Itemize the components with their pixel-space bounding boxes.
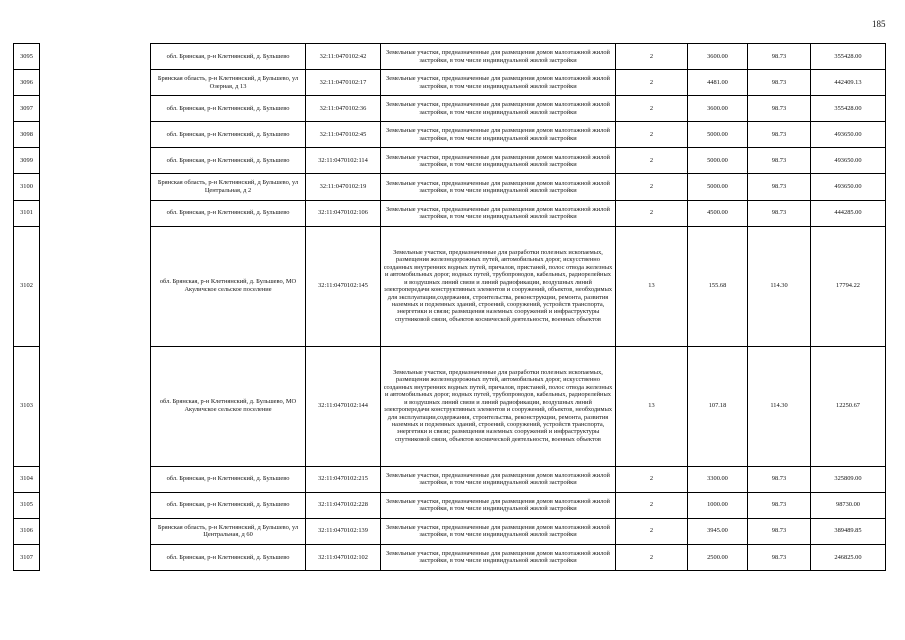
cell-land-use: Земельные участки, предназначенные для размещения домов малоэтажной жилой застройки, в том числе индивидуальной жилой застройки — [381, 122, 616, 148]
cell-address: обл. Брянская, р-н Клетнянский, д. Бульшево — [151, 122, 306, 148]
cell-value: 444285.00 — [811, 200, 886, 226]
cell-num: 3096 — [14, 70, 40, 96]
spacer-cell — [40, 174, 151, 200]
cell-cadastral: 32:11:0470102:36 — [306, 96, 381, 122]
cell-area: 5000.00 — [688, 174, 748, 200]
cell-num: 3104 — [14, 466, 40, 492]
cell-cadastral: 32:11:0470102:17 — [306, 70, 381, 96]
cell-value: 442409.13 — [811, 70, 886, 96]
cell-area: 4481.00 — [688, 70, 748, 96]
cell-value: 389489.85 — [811, 518, 886, 544]
cell-area: 5000.00 — [688, 122, 748, 148]
cell-address: обл. Брянская, р-н Клетнянский, д. Бульшево — [151, 544, 306, 570]
cell-cadastral: 32:11:0470102:144 — [306, 346, 381, 466]
cell-area: 107.18 — [688, 346, 748, 466]
cell-rate: 98.73 — [748, 174, 811, 200]
cell-rate: 98.73 — [748, 544, 811, 570]
cell-cadastral: 32:11:0470102:114 — [306, 148, 381, 174]
cell-num: 3099 — [14, 148, 40, 174]
table-row — [14, 226, 886, 346]
spacer-cell — [40, 96, 151, 122]
cell-value: 98730.00 — [811, 492, 886, 518]
cell-rate: 98.73 — [748, 492, 811, 518]
table-body — [14, 44, 886, 571]
cell-land-use: Земельные участки, предназначенные для разработки полезных ископаемых, размещения железнодорожных путей, автомобильных дорог, искусственно созданных внутренних водных путей, причалов, пристаней, полос отвода железных и автомобильных дорог, водных путей, трубопроводов, кабельных, радиорелейных и воздушных линий связи и линий радиофикации, воздушных линий электропередачи конструктивных элементов и сооружений, объектов, необходимых для эксплуатации,содержания, строительства, реконструкции, ремонта, развития наземных и подземных зданий, строений, сооружений, устройств транспорта, энергетики и связи; размещения наземных сооружений и инфраструктуры спутниковой связи, объектов космической деятельности, военных объектов — [381, 346, 616, 466]
cell-cadastral: 32:11:0470102:215 — [306, 466, 381, 492]
cell-land-use: Земельные участки, предназначенные для размещения домов малоэтажной жилой застройки, в том числе индивидуальной жилой застройки — [381, 96, 616, 122]
cell-value: 17794.22 — [811, 226, 886, 346]
cell-area: 4500.00 — [688, 200, 748, 226]
cell-land-use: Земельные участки, предназначенные для размещения домов малоэтажной жилой застройки, в том числе индивидуальной жилой застройки — [381, 544, 616, 570]
table-row — [14, 174, 886, 200]
cell-cadastral: 32:11:0470102:45 — [306, 122, 381, 148]
cell-group: 2 — [616, 96, 688, 122]
cell-rate: 98.73 — [748, 148, 811, 174]
cell-value: 493650.00 — [811, 122, 886, 148]
cell-land-use: Земельные участки, предназначенные для размещения домов малоэтажной жилой застройки, в том числе индивидуальной жилой застройки — [381, 70, 616, 96]
cell-group: 2 — [616, 174, 688, 200]
cell-cadastral: 32:11:0470102:19 — [306, 174, 381, 200]
cell-cadastral: 32:11:0470102:106 — [306, 200, 381, 226]
table-row — [14, 518, 886, 544]
table-row — [14, 492, 886, 518]
cell-num: 3101 — [14, 200, 40, 226]
cell-value: 246825.00 — [811, 544, 886, 570]
cell-num: 3106 — [14, 518, 40, 544]
cell-group: 2 — [616, 44, 688, 70]
cell-cadastral: 32:11:0470102:145 — [306, 226, 381, 346]
cell-area: 1000.00 — [688, 492, 748, 518]
spacer-cell — [40, 200, 151, 226]
cell-area: 5000.00 — [688, 148, 748, 174]
cell-rate: 98.73 — [748, 96, 811, 122]
cell-address: Брянская область, р-н Клетнянский, д Бульшево, ул Центральная, д 2 — [151, 174, 306, 200]
table-row — [14, 466, 886, 492]
cell-area: 3945.00 — [688, 518, 748, 544]
cell-num: 3098 — [14, 122, 40, 148]
cell-land-use: Земельные участки, предназначенные для разработки полезных ископаемых, размещения железнодорожных путей, автомобильных дорог, искусственно созданных внутренних водных путей, причалов, пристаней, полос отвода железных и автомобильных дорог, водных путей, трубопроводов, кабельных, радиорелейных и воздушных линий связи и линий радиофикации, воздушных линий электропередачи конструктивных элементов и сооружений, объектов, необходимых для эксплуатации,содержания, строительства, реконструкции, ремонта, развития наземных и подземных зданий, строений, сооружений, устройств транспорта, энергетики и связи; размещения наземных сооружений и инфраструктуры спутниковой связи, объектов космической деятельности, военных объектов — [381, 226, 616, 346]
page-number: 185 — [872, 19, 886, 29]
cell-address: обл. Брянская, р-н Клетнянский, д. Бульшево — [151, 466, 306, 492]
cell-cadastral: 32:11:0470102:42 — [306, 44, 381, 70]
cell-num: 3100 — [14, 174, 40, 200]
cell-address: обл. Брянская, р-н Клетнянский, д. Бульшево, МО Акуличское сельское поселение — [151, 226, 306, 346]
spacer-cell — [40, 122, 151, 148]
cell-value: 325809.00 — [811, 466, 886, 492]
cell-land-use: Земельные участки, предназначенные для размещения домов малоэтажной жилой застройки, в том числе индивидуальной жилой застройки — [381, 518, 616, 544]
cell-value: 355428.00 — [811, 96, 886, 122]
spacer-cell — [40, 70, 151, 96]
spacer-cell — [40, 518, 151, 544]
spacer-cell — [40, 226, 151, 346]
cell-rate: 98.73 — [748, 518, 811, 544]
cell-group: 2 — [616, 492, 688, 518]
cell-group: 2 — [616, 148, 688, 174]
cell-rate: 98.73 — [748, 70, 811, 96]
cell-address: Брянская область, р-н Клетнянский, д Бульшево, ул Центральная, д 60 — [151, 518, 306, 544]
cell-land-use: Земельные участки, предназначенные для размещения домов малоэтажной жилой застройки, в том числе индивидуальной жилой застройки — [381, 492, 616, 518]
spacer-cell — [40, 466, 151, 492]
cell-area: 3300.00 — [688, 466, 748, 492]
cell-num: 3095 — [14, 44, 40, 70]
cell-group: 2 — [616, 70, 688, 96]
cell-land-use: Земельные участки, предназначенные для размещения домов малоэтажной жилой застройки, в том числе индивидуальной жилой застройки — [381, 200, 616, 226]
cell-rate: 114.30 — [748, 226, 811, 346]
cell-area: 3600.00 — [688, 96, 748, 122]
cell-num: 3103 — [14, 346, 40, 466]
cell-address: обл. Брянская, р-н Клетнянский, д. Бульшево — [151, 44, 306, 70]
cell-value: 12250.67 — [811, 346, 886, 466]
spacer-cell — [40, 148, 151, 174]
cell-land-use: Земельные участки, предназначенные для размещения домов малоэтажной жилой застройки, в том числе индивидуальной жилой застройки — [381, 44, 616, 70]
cell-cadastral: 32:11:0470102:228 — [306, 492, 381, 518]
cell-address: обл. Брянская, р-н Клетнянский, д. Бульшево — [151, 96, 306, 122]
table-row — [14, 44, 886, 70]
cell-land-use: Земельные участки, предназначенные для размещения домов малоэтажной жилой застройки, в том числе индивидуальной жилой застройки — [381, 174, 616, 200]
cell-address: обл. Брянская, р-н Клетнянский, д. Бульшево — [151, 492, 306, 518]
cell-land-use: Земельные участки, предназначенные для размещения домов малоэтажной жилой застройки, в том числе индивидуальной жилой застройки — [381, 148, 616, 174]
cell-address: обл. Брянская, р-н Клетнянский, д. Бульшево — [151, 200, 306, 226]
cell-num: 3102 — [14, 226, 40, 346]
cell-rate: 98.73 — [748, 200, 811, 226]
cell-address: обл. Брянская, р-н Клетнянский, д. Бульшево — [151, 148, 306, 174]
cell-area: 3600.00 — [688, 44, 748, 70]
cell-area: 2500.00 — [688, 544, 748, 570]
spacer-cell — [40, 492, 151, 518]
cell-group: 2 — [616, 200, 688, 226]
cell-rate: 98.73 — [748, 122, 811, 148]
spacer-cell — [40, 44, 151, 70]
table-row — [14, 346, 886, 466]
table-row — [14, 148, 886, 174]
cell-address: Брянская область, р-н Клетнянский, д Бульшево, ул Озерная, д 13 — [151, 70, 306, 96]
cell-land-use: Земельные участки, предназначенные для размещения домов малоэтажной жилой застройки, в том числе индивидуальной жилой застройки — [381, 466, 616, 492]
cell-value: 493650.00 — [811, 148, 886, 174]
cell-cadastral: 32:11:0470102:139 — [306, 518, 381, 544]
table-row — [14, 70, 886, 96]
cell-address: обл. Брянская, р-н Клетнянский, д. Бульшево, МО Акуличское сельское поселение — [151, 346, 306, 466]
table-row — [14, 96, 886, 122]
cell-group: 13 — [616, 226, 688, 346]
cadastral-value-table — [13, 43, 886, 571]
cell-group: 13 — [616, 346, 688, 466]
cell-group: 2 — [616, 544, 688, 570]
cell-num: 3097 — [14, 96, 40, 122]
spacer-cell — [40, 346, 151, 466]
table-row — [14, 544, 886, 570]
spacer-cell — [40, 544, 151, 570]
cell-num: 3105 — [14, 492, 40, 518]
cell-group: 2 — [616, 518, 688, 544]
cell-group: 2 — [616, 466, 688, 492]
cell-num: 3107 — [14, 544, 40, 570]
table-row — [14, 200, 886, 226]
cell-group: 2 — [616, 122, 688, 148]
cell-rate: 98.73 — [748, 44, 811, 70]
cell-rate: 114.30 — [748, 346, 811, 466]
cell-rate: 98.73 — [748, 466, 811, 492]
cell-cadastral: 32:11:0470102:102 — [306, 544, 381, 570]
cell-value: 355428.00 — [811, 44, 886, 70]
cell-value: 493650.00 — [811, 174, 886, 200]
cell-area: 155.68 — [688, 226, 748, 346]
table-row — [14, 122, 886, 148]
